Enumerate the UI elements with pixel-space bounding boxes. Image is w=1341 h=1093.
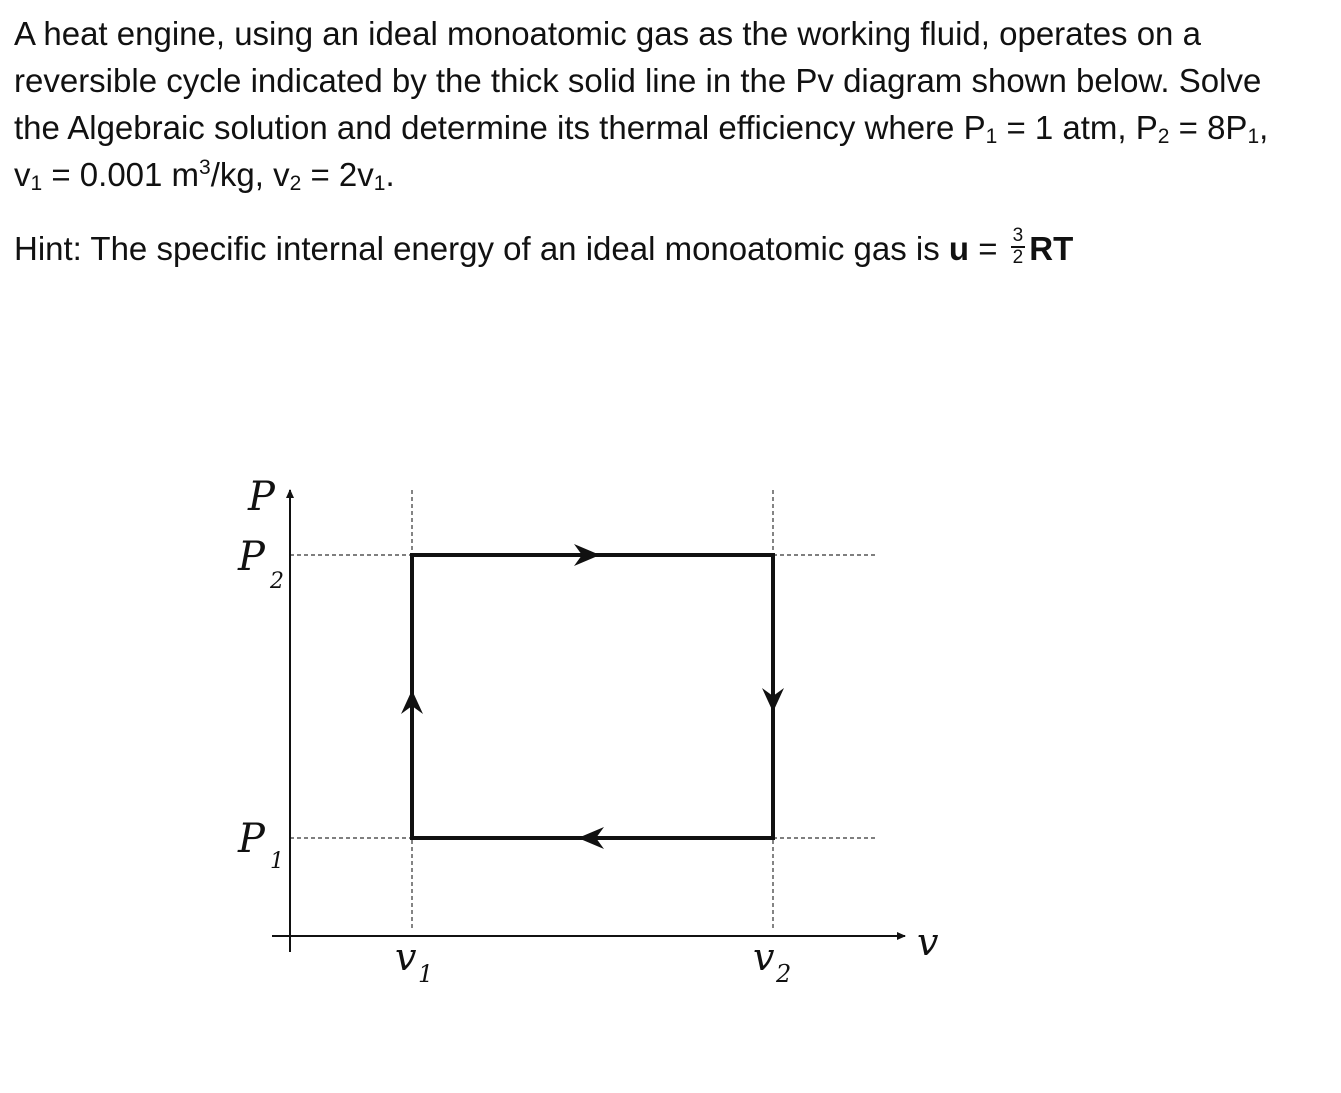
p-axis-label: P (248, 474, 275, 520)
hint-fraction-numerator: 3 (1012, 225, 1024, 247)
hint-fraction-denominator: 2 (1012, 247, 1024, 269)
p1-value: = 1 atm, P (997, 109, 1158, 146)
p2-subscript: 2 (1157, 125, 1170, 148)
p2-value: = 8P (1169, 109, 1248, 146)
p1-subscript: 1 (985, 125, 998, 148)
v2-label-sub: 2 (776, 960, 792, 988)
cubic-superscript: 3 (199, 156, 211, 179)
v1-subscript: 1 (30, 172, 43, 195)
v2-value: = 2v (301, 156, 374, 193)
p2-label: P (238, 534, 265, 580)
v2-v1-subscript: 1 (373, 172, 386, 195)
problem-end: . (385, 156, 395, 193)
v1-unit: /kg, v (210, 156, 290, 193)
v-axis-label: v (917, 920, 939, 964)
p1-label-sub: 1 (270, 849, 284, 874)
hint-u-symbol: u (948, 230, 970, 267)
v2-label: v (753, 935, 775, 979)
v1-intro: , v (14, 109, 1269, 193)
v1-label-sub: 1 (418, 960, 434, 988)
p1-label: P (238, 816, 265, 862)
cycle-path (412, 555, 773, 838)
p2-p1-subscript: 1 (1247, 125, 1260, 148)
v2-subscript: 2 (289, 172, 302, 195)
problem-text-main: A heat engine, using an ideal monoatomic gas as the working fluid, operates on a reversible cycle indicated by the thick solid line in the Pv diagram shown below. Solve the Algebraic solution and determine its thermal efficiency where P (14, 15, 1262, 146)
v1-label: v (395, 935, 417, 979)
hint-equals: = (969, 230, 1007, 267)
hint-text: Hint: The specific internal energy of an ideal monoatomic gas is (14, 230, 949, 267)
v1-value: = 0.001 m (42, 156, 200, 193)
p2-label-sub: 2 (270, 569, 284, 594)
hint-rt-symbol: RT (1029, 230, 1074, 267)
